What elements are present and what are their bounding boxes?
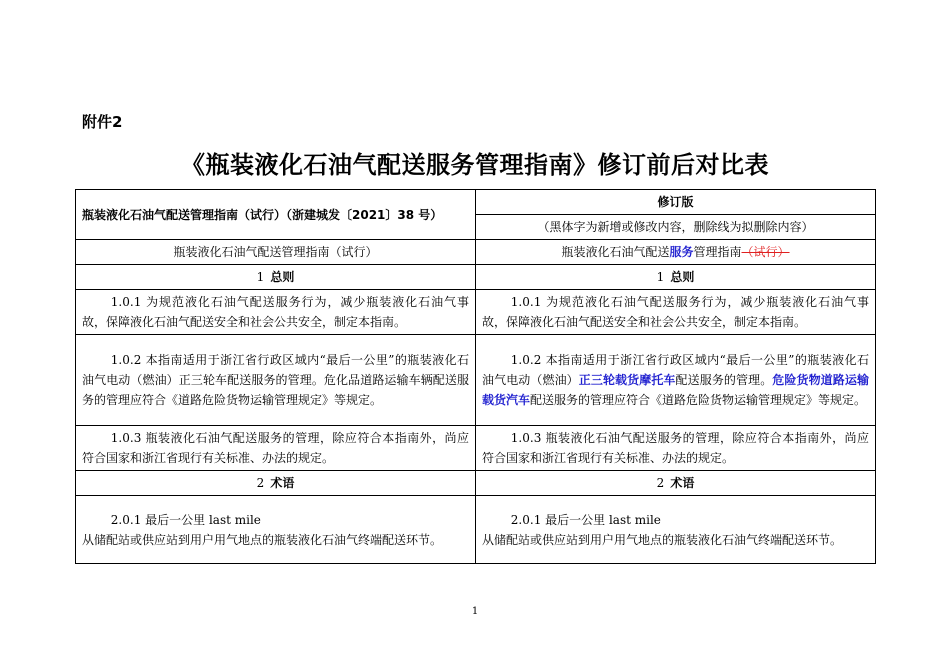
doc-name-text: 管理指南 xyxy=(693,245,742,259)
table-row xyxy=(76,335,876,426)
clause-heading: 2.0.1 最后一公里 last mile xyxy=(510,512,661,527)
table-row xyxy=(76,265,876,290)
section-number: 2 xyxy=(256,476,265,490)
document-title: 《瓶装液化石油气配送服务管理指南》修订前后对比表 xyxy=(181,151,769,179)
section-number: 2 xyxy=(656,476,665,490)
clause-original: 1.0.1 为规范液化石油气配送服务行为，减少瓶装液化石油气事故，保障液化石油气配送安全和社会公共安全，制定本指南。 xyxy=(76,290,476,335)
page-number: 1 xyxy=(471,606,479,617)
section-title: 术语 xyxy=(670,476,695,490)
clause-body: 从储配站或供应站到用户用气地点的瓶装液化石油气终端配送环节。 xyxy=(82,532,443,547)
clause-original: 1.0.3 瓶装液化石油气配送服务的管理，除应符合本指南外，尚应符合国家和浙江省现行有关标准、办法的规定。 xyxy=(76,426,476,471)
clause-revised: 1.0.1 为规范液化石油气配送服务行为，减少瓶装液化石油气事故，保障液化石油气配送安全和社会公共安全，制定本指南。 xyxy=(476,290,876,335)
added-text: 服务 xyxy=(669,245,694,259)
table-row xyxy=(76,471,876,496)
section-title: 总则 xyxy=(670,270,695,284)
section-number: 1 xyxy=(256,270,265,284)
clause-body: 从储配站或供应站到用户用气地点的瓶装液化石油气终端配送环节。 xyxy=(482,532,843,547)
deleted-text: （试行） xyxy=(741,245,790,259)
table-row xyxy=(76,290,876,335)
clause-original xyxy=(76,496,476,564)
table-row xyxy=(76,426,876,471)
header-original: 瓶装液化石油气配送管理指南（试行）（浙建城发〔2021〕38 号） xyxy=(76,190,476,240)
clause-revised xyxy=(476,335,876,426)
section-heading xyxy=(76,471,476,496)
table-row xyxy=(76,496,876,564)
clause-text: 1.0.2 本指南适用于浙江省行政区域内“最后一公里”的瓶装液化石油气电动（燃油） xyxy=(482,353,869,387)
doc-name-original: 瓶装液化石油气配送管理指南（试行） xyxy=(76,240,476,265)
header-revised-title: 修订版 xyxy=(476,190,876,215)
section-heading xyxy=(76,265,476,290)
clause-text: 配送服务的管理。 xyxy=(675,373,773,387)
section-number: 1 xyxy=(656,270,665,284)
clause-text: 配送服务的管理应符合《道路危险货物运输管理规定》等规定。 xyxy=(530,393,867,407)
doc-name-revised xyxy=(476,240,876,265)
comparison-table xyxy=(75,189,876,564)
added-text: 正三轮载货摩托车 xyxy=(578,373,676,387)
section-title: 术语 xyxy=(270,476,295,490)
clause-revised: 1.0.3 瓶装液化石油气配送服务的管理，除应符合本指南外，尚应符合国家和浙江省现行有关标准、办法的规定。 xyxy=(476,426,876,471)
added-text: 危险货物道路运输载货汽车 xyxy=(482,373,869,407)
table-row xyxy=(76,240,876,265)
header-revised-note: （黑体字为新增或修改内容，删除线为拟删除内容） xyxy=(476,215,876,240)
section-heading xyxy=(476,471,876,496)
clause-original: 1.0.2 本指南适用于浙江省行政区域内“最后一公里”的瓶装液化石油气电动（燃油）正三轮车配送服务的管理。危化品道路运输车辆配送服务的管理应符合《道路危险货物运输管理规定》等规定。 xyxy=(76,335,476,426)
table-header-row xyxy=(76,190,876,215)
section-heading xyxy=(476,265,876,290)
annex-label: 附件2 xyxy=(82,113,123,131)
section-title: 总则 xyxy=(270,270,295,284)
clause-heading: 2.0.1 最后一公里 last mile xyxy=(110,512,261,527)
doc-name-text: 瓶装液化石油气配送 xyxy=(561,245,670,259)
clause-revised xyxy=(476,496,876,564)
